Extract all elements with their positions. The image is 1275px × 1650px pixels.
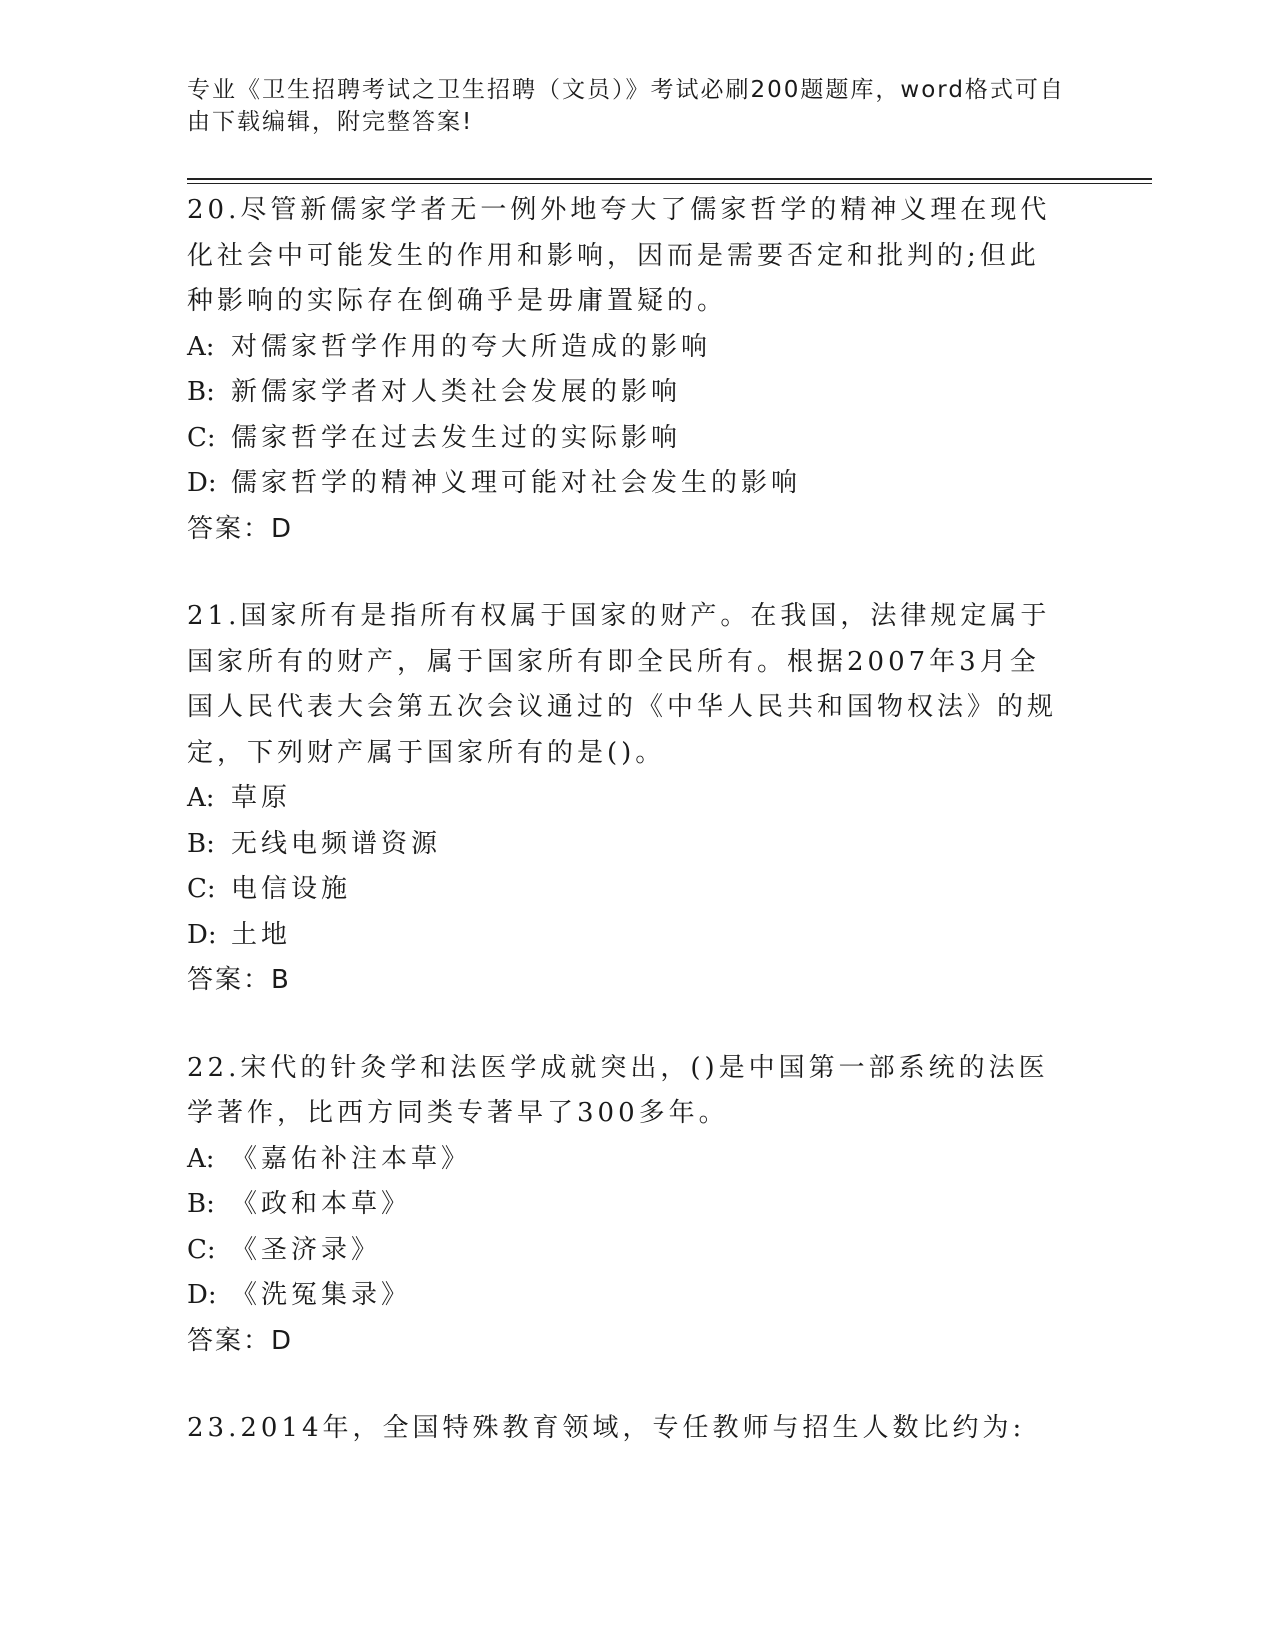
question-stem: 22.宋代的针灸学和法医学成就突出，()是中国第一部系统的法医学著作，比西方同类专著早了300多年。 bbox=[187, 1052, 1049, 1128]
option-b bbox=[187, 1182, 1067, 1228]
question-item bbox=[187, 188, 1067, 552]
option-key: B: bbox=[187, 828, 215, 859]
option-key: C: bbox=[187, 422, 216, 453]
header-rule-thick bbox=[187, 178, 1152, 180]
answer-line: 答案：D bbox=[187, 513, 294, 544]
option-c bbox=[187, 1228, 1067, 1274]
option-key: D: bbox=[187, 919, 217, 950]
option-d bbox=[187, 461, 1067, 507]
option-text: 对儒家哲学作用的夸大所造成的影响 bbox=[231, 331, 712, 362]
option-key: A: bbox=[187, 331, 215, 362]
option-b bbox=[187, 822, 1067, 868]
option-key: A: bbox=[187, 783, 215, 813]
option-d bbox=[187, 1273, 1067, 1319]
question-list bbox=[187, 188, 1067, 1494]
option-d bbox=[187, 913, 1067, 959]
option-key: D: bbox=[187, 1280, 217, 1310]
option-text: 儒家哲学的精神义理可能对社会发生的影响 bbox=[231, 468, 802, 498]
option-key: B: bbox=[187, 377, 215, 407]
option-text: 电信设施 bbox=[231, 874, 352, 904]
answer-line: 答案：B bbox=[187, 965, 291, 995]
option-a bbox=[187, 325, 1067, 371]
option-b bbox=[187, 370, 1067, 416]
question-stem: 23.2014年，全国特殊教育领域，专任教师与招生人数比约为: bbox=[187, 1413, 1026, 1443]
question-item bbox=[187, 594, 1067, 1004]
option-text: 土地 bbox=[231, 919, 292, 950]
question-item bbox=[187, 1406, 1067, 1452]
option-key: B: bbox=[187, 1189, 215, 1219]
option-text: 《嘉佑补注本草》 bbox=[231, 1143, 472, 1174]
header-rule-thin bbox=[187, 183, 1152, 184]
option-a bbox=[187, 776, 1067, 822]
option-text: 《政和本草》 bbox=[231, 1189, 412, 1219]
option-text: 《洗冤集录》 bbox=[231, 1280, 412, 1310]
option-key: C: bbox=[187, 1234, 216, 1265]
option-key: A: bbox=[187, 1143, 215, 1174]
option-text: 儒家哲学在过去发生过的实际影响 bbox=[231, 422, 682, 453]
question-stem: 21.国家所有是指所有权属于国家的财产。在我国，法律规定属于国家所有的财产，属于国家所有即全民所有。根据2007年3月全国人民代表大会第五次会议通过的《中华人民共和国物权法》的规定，下列财产属于国家所有的是()。 bbox=[187, 601, 1058, 768]
document-header: 专业《卫生招聘考试之卫生招聘（文员）》考试必刷200题题库，word格式可自由下载编辑，附完整答案! bbox=[187, 77, 1065, 135]
option-text: 《圣济录》 bbox=[231, 1234, 382, 1265]
question-item bbox=[187, 1046, 1067, 1365]
option-text: 新儒家学者对人类社会发展的影响 bbox=[231, 377, 682, 407]
option-c bbox=[187, 416, 1067, 462]
question-stem: 20.尽管新儒家学者无一例外地夸大了儒家哲学的精神义理在现代化社会中可能发生的作用和影响，因而是需要否定和批判的;但此种影响的实际存在倒确乎是毋庸置疑的。 bbox=[187, 195, 1051, 316]
option-key: D: bbox=[187, 468, 217, 498]
option-text: 无线电频谱资源 bbox=[231, 828, 442, 859]
option-c bbox=[187, 867, 1067, 913]
option-text: 草原 bbox=[231, 783, 292, 813]
option-key: C: bbox=[187, 874, 216, 904]
option-a bbox=[187, 1137, 1067, 1183]
answer-line: 答案：D bbox=[187, 1325, 294, 1356]
